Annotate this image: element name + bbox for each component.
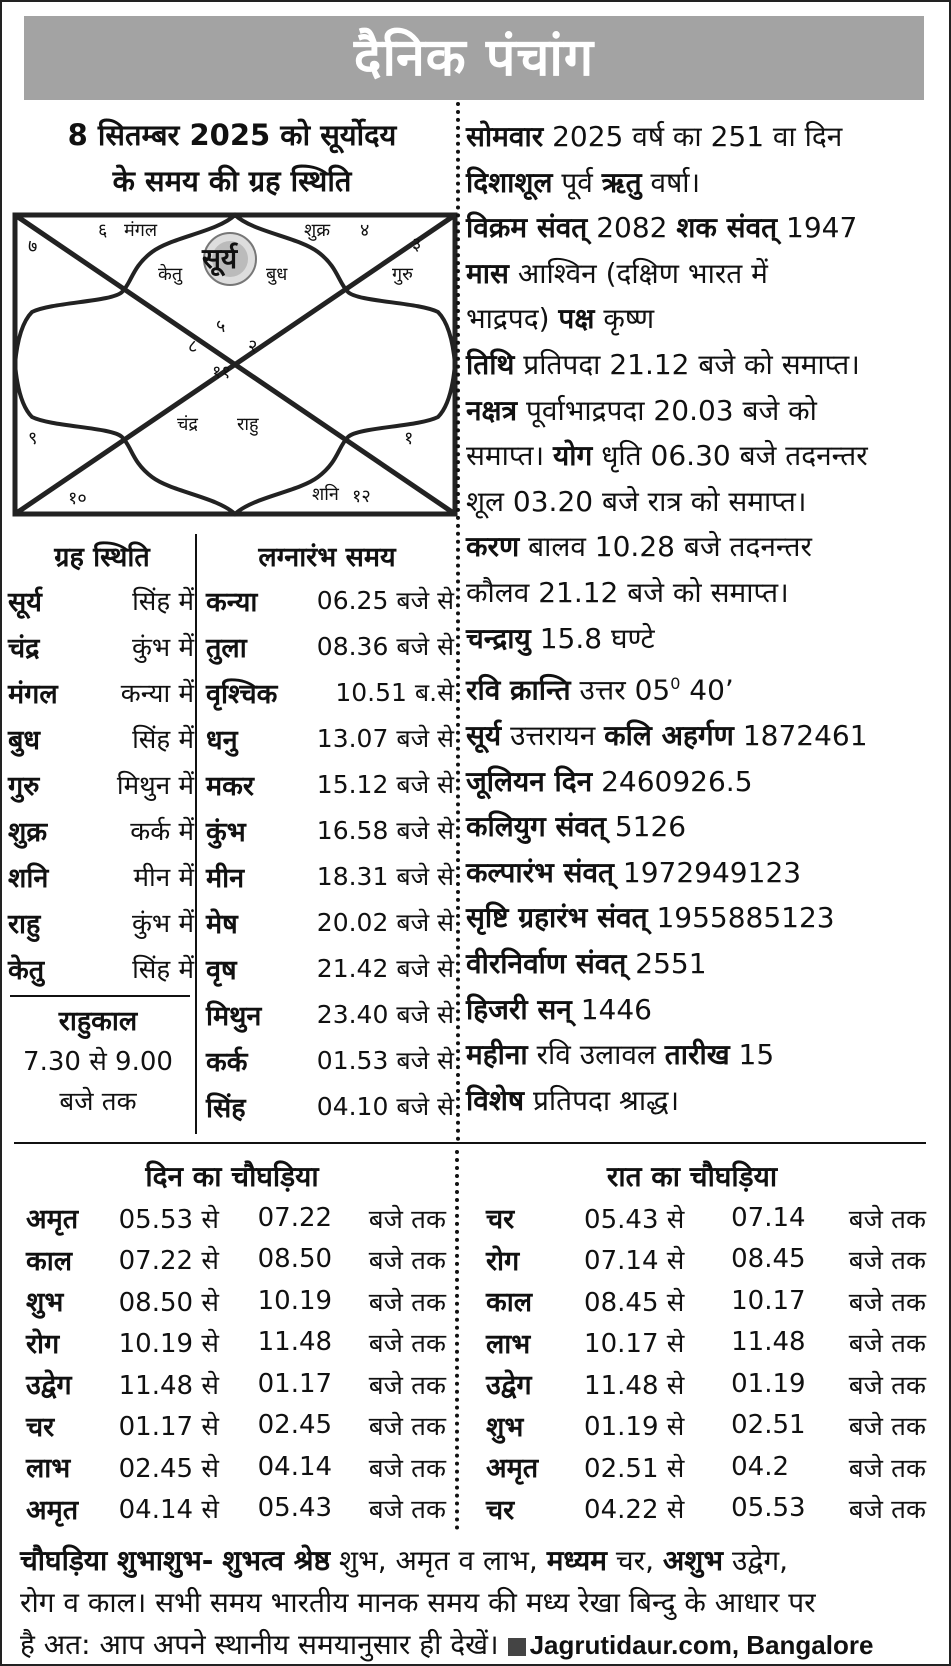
julian-label: जूलियन दिन — [466, 764, 593, 798]
panchang-line — [466, 1032, 942, 1078]
panchang-line — [466, 160, 942, 206]
choghadiya-row — [486, 1446, 926, 1488]
ritu-label: ऋतु — [601, 165, 642, 199]
footer-label-shubhashubh: चौघड़िया शुभाशुभ- — [20, 1544, 214, 1577]
graha-row — [8, 853, 194, 899]
column-divider — [456, 102, 460, 1142]
graha-row — [8, 623, 194, 669]
choghadiya-row — [26, 1446, 446, 1488]
choghadiya-suffix: बजे तक — [368, 1370, 446, 1401]
footer-label-ashubh: अशुभ — [662, 1544, 724, 1577]
house-number-1: १ — [404, 428, 414, 449]
graha-row — [8, 577, 194, 623]
footer-line-1 — [20, 1540, 940, 1582]
graha-planet: शुक्र — [8, 816, 48, 848]
choghadiya-name: रोग — [26, 1328, 60, 1360]
brand-square-icon — [508, 1638, 526, 1656]
choghadiya-start: 07.22 से — [118, 1246, 219, 1277]
lagna-name: कर्क — [206, 1046, 248, 1078]
kali-value: 1872461 — [742, 719, 868, 753]
graha-planet: सूर्य — [8, 586, 42, 618]
choghadiya-suffix: बजे तक — [848, 1287, 926, 1318]
choghadiya-row — [486, 1280, 926, 1322]
house-number-12: १२ — [352, 486, 371, 507]
yog-value: धृति 06.30 बजे तदनन्तर — [601, 439, 868, 473]
panchang-line — [466, 616, 942, 662]
karan-value-2: कौलव 21.12 बजे को समाप्त। — [466, 575, 789, 609]
panchang-line — [466, 759, 942, 805]
kali-label: कलि अहर्गण — [604, 719, 734, 753]
graha-rashi: कन्या में — [120, 679, 194, 709]
lagna-time: 20.02 बजे से — [316, 908, 454, 937]
choghadiya-name: चर — [486, 1204, 515, 1236]
choghadiya-suffix: बजे तक — [848, 1370, 926, 1401]
choghadiya-row — [486, 1363, 926, 1405]
lagna-row — [206, 991, 454, 1037]
graha-row — [8, 761, 194, 807]
choghadiya-row — [486, 1239, 926, 1281]
kundali-svg — [12, 212, 458, 517]
footer-line-3 — [20, 1624, 940, 1666]
house-number-10: १० — [68, 488, 87, 509]
graha-row — [8, 899, 194, 945]
choghadiya-suffix: बजे तक — [848, 1246, 926, 1277]
choghadiya-name: चर — [486, 1494, 515, 1526]
graha-rashi: मिथुन में — [116, 771, 194, 801]
planet-rahu: राहु — [237, 414, 259, 435]
choghadiya-row — [486, 1322, 926, 1364]
planet-ketu: केतु — [158, 264, 183, 285]
choghadiya-suffix: बजे तक — [848, 1453, 926, 1484]
lagna-time: 18.31 बजे से — [316, 862, 454, 891]
lagna-time: 06.25 बजे से — [316, 586, 454, 615]
raat-choghadiya-heading: रात का चौघड़िया — [606, 1160, 778, 1193]
lagna-name: मिथुन — [206, 1000, 262, 1032]
brand-label: Jagrutidaur.com, Bangalore — [529, 1630, 874, 1660]
veer-value: 2551 — [635, 947, 707, 981]
lagna-time: 13.07 बजे से — [316, 724, 454, 753]
kaliyug-label: कलियुग संवत् — [466, 810, 606, 844]
planet-surya: सूर्य — [202, 242, 238, 275]
lagna-list — [206, 577, 454, 1129]
choghadiya-suffix: बजे तक — [848, 1412, 926, 1443]
choghadiya-start: 05.43 से — [584, 1204, 685, 1235]
choghadiya-name: उद्वेग — [26, 1370, 72, 1402]
choghadiya-name: अमृत — [26, 1494, 79, 1526]
panchang-line — [466, 114, 942, 160]
choghadiya-start: 04.14 से — [118, 1495, 219, 1526]
footer-label-madhyam: मध्यम — [546, 1544, 607, 1577]
din-choghadiya-heading: दिन का चौघड़िया — [145, 1160, 319, 1193]
lagna-row — [206, 807, 454, 853]
choghadiya-row — [26, 1280, 446, 1322]
lagna-row — [206, 945, 454, 991]
lagna-name: तुला — [206, 632, 247, 664]
choghadiya-row — [486, 1405, 926, 1447]
srishti-label: सृष्टि ग्रहारंभ संवत् — [466, 901, 648, 935]
choghadiya-column-divider — [455, 1150, 459, 1530]
maas-label: मास — [466, 256, 509, 290]
vishesh-value: प्रतिपदा श्राद्ध। — [532, 1083, 680, 1117]
hijri-label: हिजरी सन् — [466, 992, 572, 1026]
lagna-time: 21.42 बजे से — [316, 954, 454, 983]
choghadiya-row — [26, 1197, 446, 1239]
lagna-row — [206, 669, 454, 715]
rahukaal-box — [8, 1002, 188, 1122]
planet-guru: गुरु — [392, 264, 413, 285]
lagna-time: 10.51 ब.से — [335, 678, 454, 707]
hijri-value: 1446 — [580, 992, 652, 1026]
panchang-line — [466, 804, 942, 850]
karan-label: करण — [466, 530, 520, 564]
ritu-value: वर्षा। — [650, 165, 701, 199]
lagna-name: मीन — [206, 862, 245, 894]
choghadiya-suffix: बजे तक — [368, 1329, 446, 1360]
tarikh-value: 15 — [738, 1038, 775, 1072]
choghadiya-name: शुभ — [26, 1287, 64, 1319]
dishashool-label: दिशाशूल — [466, 165, 553, 199]
panchang-line — [466, 251, 942, 297]
choghadiya-suffix: बजे तक — [368, 1204, 446, 1235]
choghadiya-suffix: बजे तक — [368, 1495, 446, 1526]
surya-label: सूर्य — [466, 719, 502, 753]
rahukaal-suffix: बजे तक — [59, 1087, 137, 1117]
choghadiya-end: 08.45 — [731, 1244, 806, 1275]
maas-value: आश्विन (दक्षिण भारत में — [517, 256, 768, 290]
graha-row — [8, 807, 194, 853]
choghadiya-end: 02.45 — [257, 1410, 333, 1441]
lagna-name: वृष — [206, 954, 237, 986]
choghadiya-name: चर — [26, 1411, 55, 1443]
graha-rashi: सिंह में — [132, 955, 194, 985]
choghadiya-end: 01.19 — [731, 1368, 806, 1399]
lagna-name: धनु — [206, 724, 238, 756]
chandrayu-label: चन्द्रायु — [466, 621, 531, 655]
choghadiya-start: 01.19 से — [584, 1412, 685, 1443]
chart-heading — [12, 112, 452, 204]
graha-planet: केतु — [8, 954, 45, 986]
rahukaal-title: राहुकाल — [58, 1006, 138, 1037]
graha-rashi: सिंह में — [132, 725, 194, 755]
panchang-line — [466, 205, 942, 251]
footer-note — [20, 1540, 940, 1666]
choghadiya-end: 08.50 — [257, 1244, 333, 1275]
choghadiya-row — [26, 1488, 446, 1530]
mahina-value: रवि उलावल — [536, 1038, 656, 1072]
rahukaal-divider — [10, 995, 190, 997]
choghadiya-row — [486, 1488, 926, 1530]
choghadiya-end: 05.53 — [731, 1493, 806, 1524]
yog-label: योग — [553, 439, 593, 473]
graha-rashi: कुंभ में — [131, 633, 194, 663]
house-number-9: ९ — [28, 428, 38, 449]
nakshatra-value: पूर्वाभाद्रपदा 20.03 बजे को — [525, 393, 817, 427]
graha-row — [8, 945, 194, 991]
panchang-line — [466, 524, 942, 570]
lagna-name: मेष — [206, 908, 238, 940]
lagna-name: मकर — [206, 770, 254, 802]
choghadiya-end: 07.14 — [731, 1202, 806, 1233]
lagna-row — [206, 1037, 454, 1083]
choghadiya-suffix: बजे तक — [848, 1495, 926, 1526]
kaliyug-value: 5126 — [614, 810, 687, 844]
karan-value: बालव 10.28 बजे तदनन्तर — [528, 530, 812, 564]
choghadiya-start: 05.53 से — [118, 1204, 219, 1235]
graha-lagna-divider — [195, 534, 197, 1134]
choghadiya-name: काल — [486, 1287, 533, 1319]
choghadiya-end: 04.2 — [731, 1451, 790, 1482]
choghadiya-suffix: बजे तक — [368, 1287, 446, 1318]
choghadiya-start: 07.14 से — [584, 1246, 685, 1277]
nakshatra-value-2: समाप्त। — [466, 439, 545, 473]
lagna-name: कुंभ — [206, 816, 246, 848]
footer-text-shubh: शुभ, अमृत व लाभ, — [338, 1544, 538, 1577]
lagna-row — [206, 1083, 454, 1129]
lagna-time: 16.58 बजे से — [316, 816, 454, 845]
choghadiya-end: 07.22 — [257, 1202, 333, 1233]
choghadiya-row — [26, 1239, 446, 1281]
paksh-label: पक्ष — [558, 302, 595, 336]
graha-rashi: सिंह में — [132, 587, 194, 617]
panchang-line — [466, 941, 942, 987]
kranti-value: उत्तर 05 — [579, 673, 671, 707]
choghadiya-divider — [14, 1142, 926, 1144]
lagna-row — [206, 899, 454, 945]
graha-planet: मंगल — [8, 678, 58, 710]
choghadiya-start: 02.45 से — [118, 1453, 219, 1484]
paksh-value: कृष्ण — [603, 302, 655, 336]
panchang-line — [466, 570, 942, 616]
graha-list — [8, 577, 194, 991]
dishashool-value: पूर्व — [561, 165, 593, 199]
choghadiya-end: 10.19 — [257, 1285, 333, 1316]
panchang-details — [466, 114, 942, 1123]
raat-choghadiya-list — [486, 1197, 926, 1529]
vikram-value: 2082 — [596, 211, 668, 245]
choghadiya-row — [486, 1197, 926, 1239]
graha-planet: चंद्र — [8, 632, 40, 664]
choghadiya-start: 11.48 से — [584, 1370, 685, 1401]
house-number-6: ६ — [98, 220, 108, 241]
panchang-line — [466, 713, 942, 759]
graha-heading: ग्रह स्थिति — [54, 542, 150, 573]
kranti-minutes: 40’ — [680, 673, 734, 707]
graha-planet: शनि — [8, 862, 49, 894]
shak-label: शक संवत् — [676, 211, 778, 245]
footer-line-2: रोग व काल। सभी समय भारतीय मानक समय की मध्य रेखा बिन्दु के आधार पर — [20, 1586, 816, 1619]
choghadiya-start: 10.19 से — [118, 1329, 219, 1360]
choghadiya-name: रोग — [486, 1245, 520, 1277]
panchang-line — [466, 895, 942, 941]
lagna-row — [206, 761, 454, 807]
yog-value-2: शूल 03.20 बजे रात्र को समाप्त। — [466, 484, 807, 518]
rahukaal-time: 7.30 से 9.00 — [23, 1047, 173, 1077]
planet-chandra: चंद्र — [177, 414, 198, 435]
chart-heading-line1: 8 सितम्बर 2025 को सूर्योदय — [67, 118, 397, 152]
page-title: दैनिक पंचांग — [24, 16, 924, 100]
choghadiya-suffix: बजे तक — [368, 1412, 446, 1443]
house-number-8: ८ — [188, 336, 198, 357]
chandrayu-value: 15.8 घण्टे — [539, 621, 655, 655]
graha-rashi: कर्क में — [130, 817, 194, 847]
choghadiya-start: 08.50 से — [118, 1287, 219, 1318]
graha-planet: गुरु — [8, 770, 40, 802]
panchang-line — [466, 296, 942, 342]
graha-rashi: कुंभ में — [131, 909, 194, 939]
lagna-row — [206, 577, 454, 623]
house-number-4: ४ — [360, 220, 370, 241]
nakshatra-label: नक्षत्र — [466, 393, 518, 427]
mahina-label: महीना — [466, 1038, 528, 1072]
choghadiya-suffix: बजे तक — [848, 1204, 926, 1235]
house-number-11: ११ — [212, 362, 231, 383]
lagna-time: 04.10 बजे से — [316, 1092, 454, 1121]
vishesh-label: विशेष — [466, 1083, 525, 1117]
day-of-year: 2025 वर्ष का 251 वा दिन — [552, 120, 843, 153]
footer-text-madhyam: चर, — [615, 1544, 654, 1577]
choghadiya-name: लाभ — [486, 1328, 531, 1360]
choghadiya-name: अमृत — [486, 1453, 539, 1485]
graha-planet: राहु — [8, 908, 41, 940]
lagna-time: 23.40 बजे से — [316, 1000, 454, 1029]
choghadiya-row — [26, 1322, 446, 1364]
panchang-line — [466, 987, 942, 1033]
kalpa-value: 1972949123 — [622, 855, 802, 889]
graha-row — [8, 669, 194, 715]
surya-value: उत्तरायन — [510, 719, 596, 753]
footer-label-shreshth: शुभत्व श्रेष्ठ — [222, 1544, 331, 1577]
choghadiya-name: लाभ — [26, 1453, 71, 1485]
lagna-name: सिंह — [206, 1092, 246, 1124]
choghadiya-end: 04.14 — [257, 1451, 333, 1482]
panchang-line — [466, 1078, 942, 1124]
graha-rashi: मीन में — [133, 863, 194, 893]
choghadiya-start: 10.17 से — [584, 1329, 685, 1360]
julian-value: 2460926.5 — [601, 764, 753, 798]
maas-value-2: भाद्रपद) — [466, 302, 550, 336]
choghadiya-end: 10.17 — [731, 1285, 806, 1316]
choghadiya-name: शुभ — [486, 1411, 524, 1443]
lagna-name: वृश्चिक — [206, 678, 278, 710]
choghadiya-end: 05.43 — [257, 1493, 333, 1524]
choghadiya-start: 08.45 से — [584, 1287, 685, 1318]
graha-row — [8, 715, 194, 761]
choghadiya-row — [26, 1405, 446, 1447]
planet-mangal: मंगल — [124, 220, 158, 241]
tithi-value: प्रतिपदा 21.12 बजे को समाप्त। — [523, 347, 860, 381]
kranti-degree: 0 — [670, 674, 681, 694]
srishti-value: 1955885123 — [656, 901, 835, 935]
choghadiya-suffix: बजे तक — [368, 1453, 446, 1484]
choghadiya-end: 01.17 — [257, 1368, 333, 1399]
panchang-line — [466, 850, 942, 896]
choghadiya-start: 04.22 से — [584, 1495, 685, 1526]
vikram-label: विक्रम संवत् — [466, 211, 588, 245]
footer-text-3: है अत: आप अपने स्थानीय समयानुसार ही देखें। — [20, 1628, 499, 1661]
choghadiya-end: 02.51 — [731, 1410, 806, 1441]
kundali-chart — [12, 212, 458, 517]
graha-planet: बुध — [8, 724, 41, 756]
lagna-time: 01.53 बजे से — [316, 1046, 454, 1075]
tithi-label: तिथि — [466, 347, 515, 381]
lagna-time: 15.12 बजे से — [316, 770, 454, 799]
footer-text-ashubh: उद्वेग, — [731, 1544, 789, 1577]
lagna-name: कन्या — [206, 586, 258, 618]
choghadiya-start: 01.17 से — [118, 1412, 219, 1443]
panchang-line — [466, 433, 942, 479]
house-number-3: ३ — [412, 234, 422, 255]
choghadiya-end: 11.48 — [731, 1327, 806, 1358]
panchang-line — [466, 388, 942, 434]
house-number-2: २ — [248, 336, 258, 357]
panchang-line — [466, 661, 942, 713]
shak-value: 1947 — [786, 211, 858, 245]
choghadiya-start: 11.48 से — [118, 1370, 219, 1401]
planet-shukra: शुक्र — [304, 220, 331, 241]
veer-label: वीरनिर्वाण संवत् — [466, 947, 627, 981]
kranti-label: रवि क्रान्ति — [466, 673, 571, 707]
house-number-5: ५ — [216, 316, 226, 337]
house-number-7: ७ — [28, 236, 38, 257]
choghadiya-suffix: बजे तक — [848, 1329, 926, 1360]
panchang-line — [466, 342, 942, 388]
lagna-row — [206, 715, 454, 761]
lagna-time: 08.36 बजे से — [316, 632, 454, 661]
choghadiya-end: 11.48 — [257, 1327, 333, 1358]
din-choghadiya-list — [26, 1197, 446, 1529]
choghadiya-name: काल — [26, 1245, 73, 1277]
tarikh-label: तारीख — [664, 1038, 730, 1072]
chart-heading-line2: के समय की ग्रह स्थिति — [112, 164, 352, 198]
var-label: सोमवार — [466, 120, 544, 153]
kalpa-label: कल्पारंभ संवत् — [466, 855, 615, 889]
choghadiya-row — [26, 1363, 446, 1405]
lagna-row — [206, 623, 454, 669]
choghadiya-suffix: बजे तक — [368, 1246, 446, 1277]
choghadiya-start: 02.51 से — [584, 1453, 685, 1484]
panchang-line — [466, 479, 942, 525]
planet-shani: शनि — [312, 484, 339, 505]
lagna-heading: लग्नारंभ समय — [258, 542, 396, 573]
planet-budh: बुध — [266, 264, 288, 285]
choghadiya-name: उद्वेग — [486, 1370, 532, 1402]
lagna-row — [206, 853, 454, 899]
choghadiya-name: अमृत — [26, 1204, 79, 1236]
